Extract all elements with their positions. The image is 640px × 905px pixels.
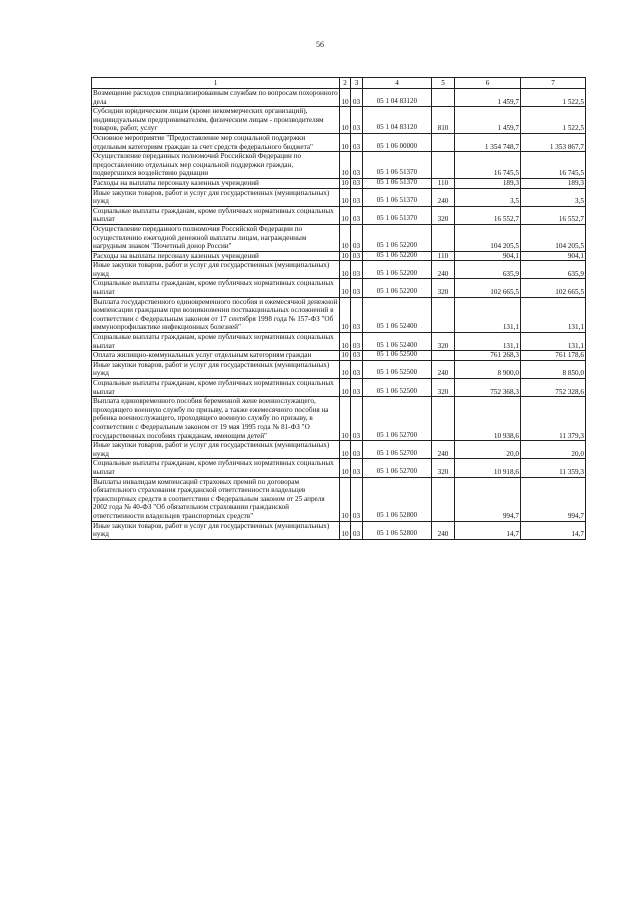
amount-col6: 1 459,7 <box>455 107 521 134</box>
amount-col6: 16 552,7 <box>455 206 521 224</box>
subsection-code: 03 <box>351 333 363 351</box>
table-row <box>92 459 586 477</box>
expense-type-code <box>432 297 455 332</box>
table-row <box>92 441 586 459</box>
section-code: 10 <box>341 251 349 260</box>
expense-name: Социальные выплаты гражданам, кроме публичных нормативных социальных выплат <box>92 459 340 477</box>
amount-col7: 904,1 <box>521 251 586 261</box>
subsection-code: 03 <box>351 297 363 332</box>
target-article-code: 05 1 06 52400 <box>363 297 432 332</box>
expense-type-code: 810 <box>432 107 455 134</box>
table-row <box>92 251 586 261</box>
expense-name: Иные закупки товаров, работ и услуг для государственных (муниципальных) нужд <box>92 261 340 279</box>
subsection-code: 03 <box>351 89 363 107</box>
target-article-code: 05 1 06 52200 <box>363 224 432 251</box>
table-row <box>92 360 586 378</box>
expense-name: Расходы на выплаты персоналу казенных учреждений <box>92 251 340 261</box>
subsection-code: 03 <box>351 224 363 251</box>
subsection-code: 03 <box>351 107 363 134</box>
target-article-code: 05 1 06 52700 <box>363 441 432 459</box>
expense-name: Выплаты инвалидам компенсаций страховых премий по договорам обязательного страхования гражданской ответственности владельцев транспортных средств в соответствии с Федеральным законом от 25 апреля 2002 года № 40-ФЗ "Об обязательном страховании гражданской ответственности владельцев транспортных средств" <box>92 477 340 521</box>
expense-name: Иные закупки товаров, работ и услуг для государственных (муниципальных) нужд <box>92 521 340 539</box>
expense-name: Субсидии юридическим лицам (кроме некоммерческих организаций), индивидуальным предпринимателям, физическим лицам - производителям товаров, работ, услуг <box>92 107 340 134</box>
amount-col7: 3,5 <box>521 188 586 206</box>
target-article-code: 05 1 06 52500 <box>363 379 432 397</box>
section-code: 10 <box>340 107 351 134</box>
section-code: 10 <box>340 459 351 477</box>
expense-type-code: 240 <box>432 188 455 206</box>
amount-col7: 1 522,5 <box>521 107 586 134</box>
section-code: 10 <box>340 206 351 224</box>
subsection-code: 03 <box>351 397 363 441</box>
expense-type-code: 320 <box>432 279 455 297</box>
table-row <box>92 89 586 107</box>
amount-col6: 752 368,3 <box>455 379 521 397</box>
expense-type-code: 110 <box>432 251 455 261</box>
amount-col6: 20,0 <box>455 441 521 459</box>
amount-col6: 102 665,5 <box>455 279 521 297</box>
amount-col7: 635,9 <box>521 261 586 279</box>
section-code: 10 <box>340 441 351 459</box>
expense-name: Осуществление переданного полномочия Российской Федерации по осуществлению ежегодной денежной выплаты лицам, награжденным нагрудным знаком "Почетный донор России" <box>92 224 340 251</box>
expense-name: Иные закупки товаров, работ и услуг для государственных (муниципальных) нужд <box>92 441 340 459</box>
section-code: 10 <box>340 133 351 151</box>
amount-col6: 994,7 <box>455 477 521 521</box>
amount-col7: 11 379,3 <box>521 397 586 441</box>
amount-col7: 16 745,5 <box>521 152 586 179</box>
amount-col7: 1 353 867,7 <box>521 133 586 151</box>
amount-col6: 635,9 <box>455 261 521 279</box>
subsection-code: 03 <box>351 178 363 188</box>
subsection-code: 03 <box>351 188 363 206</box>
target-article-code: 05 1 06 52700 <box>363 397 432 441</box>
table-row <box>92 477 586 521</box>
amount-col6: 761 268,3 <box>455 351 521 361</box>
expense-name: Оплата жилищно-коммунальных услуг отдельным категориям граждан <box>92 351 340 361</box>
target-article-code: 05 1 06 52500 <box>363 351 432 361</box>
target-article-code: 05 1 04 83120 <box>363 89 432 107</box>
section-code: 10 <box>340 297 351 332</box>
section-code: 10 <box>340 360 351 378</box>
expense-name: Основное мероприятие "Предоставление мер социальной поддержки отдельным категориям граждан за счет средств федерального бюджета" <box>92 133 340 151</box>
expense-name: Возмещение расходов специализированным службам по вопросам похоронного дела <box>93 89 338 106</box>
amount-col7: 104 205,5 <box>521 224 586 251</box>
budget-table <box>91 77 586 540</box>
target-article-code: 05 1 06 52800 <box>363 521 432 539</box>
expense-type-code: 320 <box>432 379 455 397</box>
expense-name: Расходы на выплаты персоналу казенных учреждений <box>92 178 340 188</box>
expense-name: Иные закупки товаров, работ и услуг для государственных (муниципальных) нужд <box>92 360 340 378</box>
target-article-code: 05 1 06 52200 <box>363 261 432 279</box>
table-row <box>92 224 586 251</box>
subsection-code: 03 <box>351 261 363 279</box>
amount-col7: 16 552,7 <box>521 206 586 224</box>
subsection-code: 03 <box>351 477 363 521</box>
column-header: 6 <box>455 78 521 89</box>
target-article-code: 05 1 06 52200 <box>363 279 432 297</box>
amount-col7: 994,7 <box>521 477 586 521</box>
section-code: 10 <box>340 397 351 441</box>
subsection-code: 03 <box>351 206 363 224</box>
section-code: 10 <box>340 521 351 539</box>
expense-type-code: 320 <box>432 333 455 351</box>
target-article-code: 05 1 06 51370 <box>363 188 432 206</box>
column-header: 1 <box>92 78 340 89</box>
table-row <box>92 107 586 134</box>
amount-col7: 11 359,3 <box>521 459 586 477</box>
expense-name: Выплата государственного единовременного пособия и ежемесячной денежной компенсации гражданам при возникновении поствакцинальных осложнений в соответствии с Федеральным законом от 17 сентября 1998 года № 157-ФЗ "Об иммунопрофилактике инфекционных болезней" <box>92 297 340 332</box>
amount-col6: 189,3 <box>455 178 521 188</box>
table-row <box>92 133 586 151</box>
table-row <box>92 206 586 224</box>
subsection-code: 03 <box>351 360 363 378</box>
section-code: 10 <box>340 152 351 179</box>
section-code: 10 <box>340 224 351 251</box>
expense-name: Осуществление переданных полномочий Российской Федерации по предоставлению отдельных мер социальной поддержки граждан, подвергшихся воздействию радиации <box>92 152 340 179</box>
table-header-row <box>92 78 586 89</box>
table-row <box>92 521 586 539</box>
table-row <box>92 333 586 351</box>
column-header: 5 <box>432 78 455 89</box>
expense-name: Иные закупки товаров, работ и услуг для государственных (муниципальных) нужд <box>92 188 340 206</box>
section-code: 10 <box>340 188 351 206</box>
table-row <box>92 297 586 332</box>
target-article-code: 05 1 06 52400 <box>363 333 432 351</box>
page-number: 56 <box>316 40 324 49</box>
section-code: 10 <box>340 261 351 279</box>
expense-type-code <box>432 397 455 441</box>
expense-type-code: 240 <box>432 441 455 459</box>
column-header: 2 <box>340 78 351 89</box>
amount-col7: 189,3 <box>521 178 586 188</box>
expense-name: Социальные выплаты гражданам, кроме публичных нормативных социальных выплат <box>92 333 340 351</box>
expense-type-code <box>432 152 455 179</box>
amount-col7: 20,0 <box>521 441 586 459</box>
expense-type-code: 240 <box>432 261 455 279</box>
target-article-code: 05 1 06 51370 <box>363 152 432 179</box>
expense-type-code <box>432 477 455 521</box>
section-code: 10 <box>340 333 351 351</box>
target-article-code: 05 1 04 83120 <box>363 107 432 134</box>
target-article-code: 05 1 06 52200 <box>363 251 432 261</box>
expense-type-code: 320 <box>432 459 455 477</box>
subsection-code: 03 <box>351 279 363 297</box>
table-row <box>92 178 586 188</box>
expense-type-code: 320 <box>432 206 455 224</box>
section-code: 10 <box>341 178 349 187</box>
table-row <box>92 397 586 441</box>
expense-type-code <box>432 89 455 107</box>
subsection-code: 03 <box>351 441 363 459</box>
target-article-code: 05 1 06 51370 <box>363 178 432 188</box>
subsection-code: 03 <box>351 379 363 397</box>
expense-type-code: 110 <box>432 178 455 188</box>
amount-col7: 14,7 <box>521 521 586 539</box>
amount-col6: 8 900,0 <box>455 360 521 378</box>
expense-type-code: 240 <box>432 360 455 378</box>
subsection-code: 03 <box>351 351 363 361</box>
amount-col6: 3,5 <box>455 188 521 206</box>
subsection-code: 03 <box>351 133 363 151</box>
expense-name: Социальные выплаты гражданам, кроме публичных нормативных социальных выплат <box>92 279 340 297</box>
table-row <box>92 379 586 397</box>
amount-col6: 131,1 <box>455 333 521 351</box>
amount-col6: 104 205,5 <box>455 224 521 251</box>
target-article-code: 05 1 06 52700 <box>363 459 432 477</box>
expense-name: Социальные выплаты гражданам, кроме публичных нормативных социальных выплат <box>92 206 340 224</box>
amount-col6: 1 354 748,7 <box>455 133 521 151</box>
amount-col6: 14,7 <box>455 521 521 539</box>
column-header: 7 <box>521 78 586 89</box>
amount-col6: 10 938,6 <box>455 397 521 441</box>
expense-name: Социальные выплаты гражданам, кроме публичных нормативных социальных выплат <box>92 379 340 397</box>
table-row <box>92 188 586 206</box>
amount-col7: 761 178,6 <box>521 351 586 361</box>
amount-col7: 131,1 <box>521 333 586 351</box>
table-row <box>92 279 586 297</box>
column-header: 4 <box>363 78 432 89</box>
section-code: 10 <box>340 89 351 107</box>
section-code: 10 <box>340 279 351 297</box>
amount-col6: 904,1 <box>455 251 521 261</box>
amount-col7: 8 850,0 <box>521 360 586 378</box>
amount-col7: 102 665,5 <box>521 279 586 297</box>
amount-col6: 16 745,5 <box>455 152 521 179</box>
subsection-code: 03 <box>351 521 363 539</box>
expense-type-code: 240 <box>432 521 455 539</box>
expense-type-code <box>432 133 455 151</box>
expense-type-code <box>432 224 455 251</box>
subsection-code: 03 <box>351 152 363 179</box>
subsection-code: 03 <box>351 459 363 477</box>
amount-col7: 752 328,6 <box>521 379 586 397</box>
target-article-code: 05 1 06 00000 <box>363 133 432 151</box>
target-article-code: 05 1 06 51370 <box>363 206 432 224</box>
expense-type-code <box>432 351 455 361</box>
amount-col6: 131,1 <box>455 297 521 332</box>
amount-col6: 1 459,7 <box>455 89 521 107</box>
amount-col6: 10 918,6 <box>455 459 521 477</box>
section-code: 10 <box>340 379 351 397</box>
amount-col7: 131,1 <box>521 297 586 332</box>
table-row <box>92 152 586 179</box>
section-code: 10 <box>340 477 351 521</box>
expense-name: Выплата единовременного пособия беременной жене военнослужащего, проходящего военную службу по призыву, а также ежемесячного пособия на ребенка военнослужащего, проходящего военную службу по призыву, в соответствии с Федеральным законом от 19 мая 1995 года № 81-ФЗ "О государственных пособиях гражданам, имеющим детей" <box>92 397 340 441</box>
table-row <box>92 261 586 279</box>
amount-col7: 1 522,5 <box>521 89 586 107</box>
subsection-code: 03 <box>351 251 363 261</box>
table-row <box>92 351 586 361</box>
target-article-code: 05 1 06 52800 <box>363 477 432 521</box>
target-article-code: 05 1 06 52500 <box>363 360 432 378</box>
column-header: 3 <box>351 78 363 89</box>
section-code: 10 <box>341 351 349 360</box>
